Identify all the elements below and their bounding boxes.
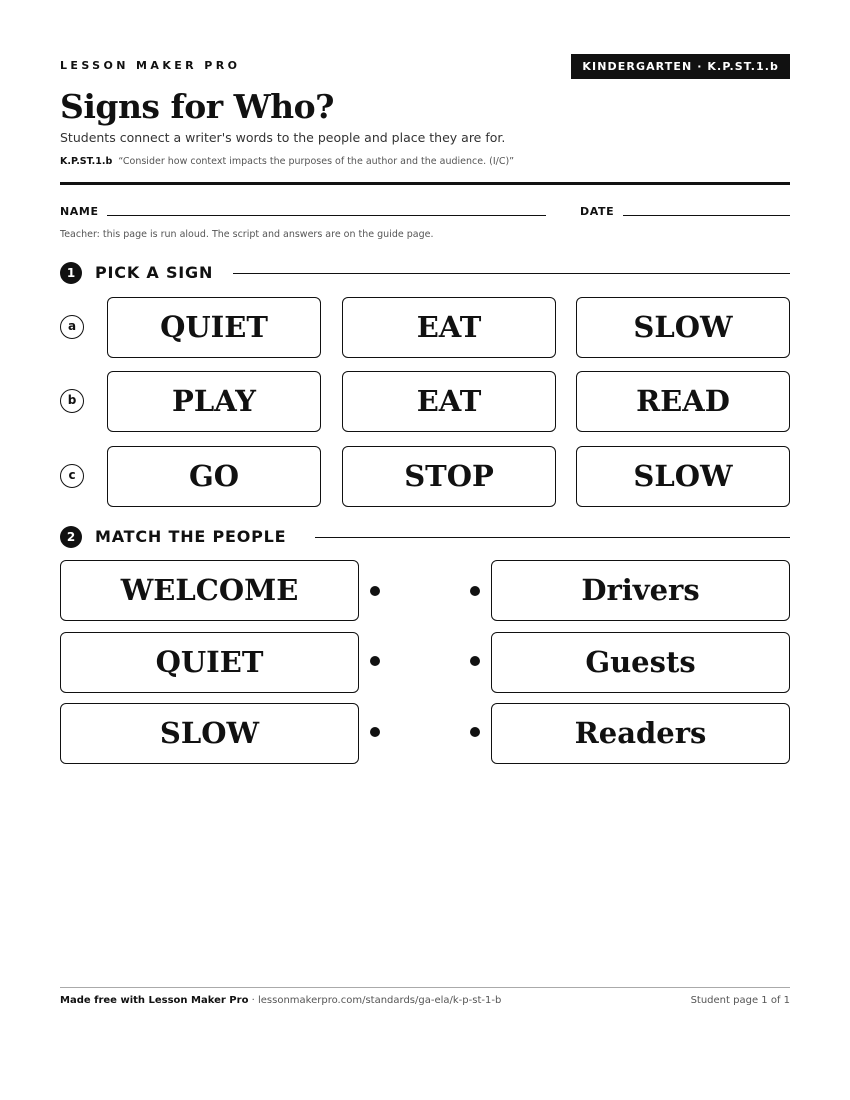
page-subtitle: Students connect a writer's words to the people and place they are for. — [60, 130, 506, 145]
name-label: NAME — [60, 205, 99, 218]
name-field[interactable] — [107, 215, 546, 216]
match-sign-left: QUIET — [60, 632, 359, 693]
section-title: MATCH THE PEOPLE — [95, 527, 287, 546]
row-letter-a: a — [60, 315, 84, 339]
match-people-right: Guests — [491, 632, 790, 693]
date-field[interactable] — [623, 215, 790, 216]
section-title: PICK A SIGN — [95, 263, 214, 282]
section-divider — [315, 537, 790, 538]
sign-option[interactable]: EAT — [342, 371, 556, 432]
header-divider — [60, 182, 790, 185]
match-dot-left[interactable] — [370, 727, 380, 737]
footer-separator: · — [248, 995, 258, 1006]
footer-credit — [60, 995, 501, 1006]
footer-url[interactable]: lessonmakerpro.com/standards/ga-ela/k-p-st-1-b — [257, 995, 502, 1006]
section-divider — [233, 273, 790, 274]
grade-standard-badge: KINDERGARTEN · K.P.ST.1.b — [571, 54, 790, 79]
match-sign-left: SLOW — [60, 703, 359, 764]
standard-line — [60, 156, 514, 167]
footer-made-with: Made free with Lesson Maker Pro — [60, 995, 249, 1006]
date-label: DATE — [580, 205, 615, 218]
match-sign-left: WELCOME — [60, 560, 359, 621]
match-dot-left[interactable] — [370, 586, 380, 596]
standard-code: K.P.ST.1.b — [60, 156, 113, 167]
sign-option[interactable]: QUIET — [107, 297, 321, 358]
match-dot-right[interactable] — [470, 727, 480, 737]
sign-option[interactable]: READ — [576, 371, 790, 432]
page-title: Signs for Who? — [60, 87, 334, 126]
sign-option[interactable]: EAT — [342, 297, 556, 358]
footer-page-label: Student page 1 of 1 — [690, 995, 790, 1006]
match-people-right: Readers — [491, 703, 790, 764]
footer-divider — [60, 987, 790, 988]
worksheet-page — [60, 0, 790, 1100]
match-dot-right[interactable] — [470, 586, 480, 596]
sign-option[interactable]: STOP — [342, 446, 556, 507]
match-people-right: Drivers — [491, 560, 790, 621]
sign-option[interactable]: PLAY — [107, 371, 321, 432]
sign-option[interactable]: GO — [107, 446, 321, 507]
match-dot-right[interactable] — [470, 656, 480, 666]
section-pick-a-sign-header — [60, 260, 790, 284]
row-letter-c: c — [60, 464, 84, 488]
teacher-note: Teacher: this page is run aloud. The script and answers are on the guide page. — [60, 229, 434, 240]
match-dot-left[interactable] — [370, 656, 380, 666]
sign-option[interactable]: SLOW — [576, 446, 790, 507]
section-match-the-people-header — [60, 524, 790, 548]
brand-name: LESSON MAKER PRO — [60, 59, 241, 72]
row-letter-b: b — [60, 389, 84, 413]
sign-option[interactable]: SLOW — [576, 297, 790, 358]
standard-text: “Consider how context impacts the purposes of the author and the audience. (I/C)” — [118, 156, 515, 167]
section-number-badge: 2 — [60, 526, 82, 548]
section-number-badge: 1 — [60, 262, 82, 284]
